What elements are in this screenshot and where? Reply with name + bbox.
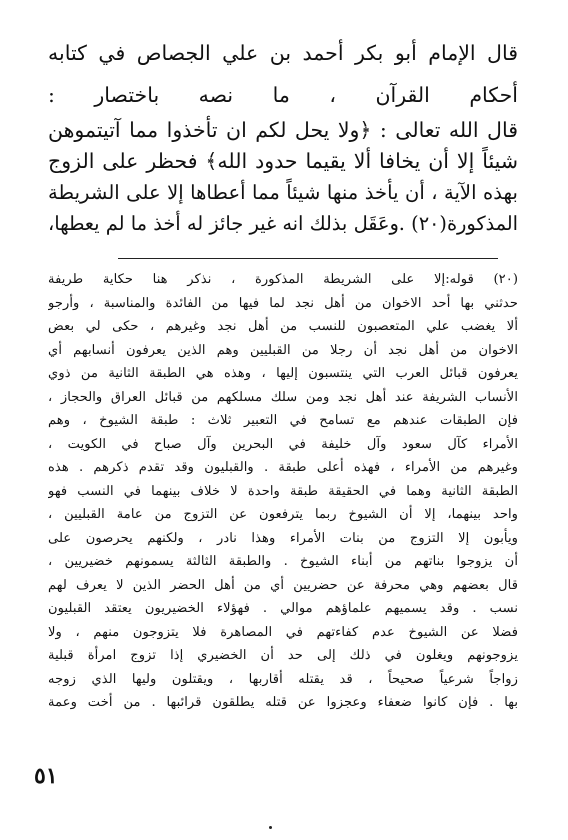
footnote-line: ويأبون إلا التزوج من بنات الأمراء وهذا نادر ، ولكنهم يحرصون على	[48, 530, 518, 546]
quote-paragraph	[48, 115, 518, 239]
footnote-line: ألا يغضب علي المتعصبون للنسب من أهل نجد وغيرهم ، حكى لي بعض	[48, 319, 518, 334]
quote-line: بهذه الآية ، أن يأخذ منها شيئاً مما أعطاها إلا على الشريطة	[48, 181, 518, 204]
footnote-line: يزوجونهم ويغلون في ذلك إلى حد أن الخضيري إذا تزوج امرأة قبلية	[48, 648, 518, 663]
footnote-line: حدثني بها أحد الاخوان من أهل نجد لما فيها من الفائدة والمناسبة ، وأرجو	[48, 295, 518, 311]
intro-line: قال الإمام أبو بكر أحمد بن علي الجصاص في كتابه	[48, 41, 518, 65]
footnote-line: فضلا عن الشيوخ عدم كفاءتهم في المصاهرة فلا يتزوجون منهم ، ولا	[48, 624, 518, 640]
quote-line: قال الله تعالى : ﴿ولا يحل لكم ان تأخذوا مما آتيتموهن	[48, 118, 518, 142]
footnote-line: قال بعضهم وهي محرفة عن حضريين أي من أهل الحضر الذين لا يعرف لهم	[48, 577, 518, 593]
footnote-line: يعرفون قبائل العرب التي ينتسبون إليها ، وهذه هي الطبقة الثانية من ذوي	[48, 366, 518, 381]
footnote-line: زواجاً شرعياً صحيحاً ، قد يقتله أقاربها ، ويقتلون وليها الذي زوجه	[48, 671, 518, 687]
footnote-line: وغيرهم من الأمراء ، فهذه أعلى طبقة . والقبليون وقد تقدم ذكرهم . هذه	[48, 460, 518, 475]
page-number: ٥١	[34, 763, 58, 789]
intro-line: أحكام القرآن ، ما نصه باختصار :	[48, 83, 518, 107]
footnote-block	[48, 268, 518, 715]
footnote-line: الاخوان من أهل نجد أن رجلا من القبليين وهم الذين يعرفون أنسابهم أي	[48, 342, 518, 358]
footnote-line: (٢٠) قوله:إلا على الشريطة المذكورة ، نذكر هنا حكاية طريفة	[48, 272, 518, 287]
footnote-line: فإن الطبقات عندهم مع تسامح في التعبير ثلاث : طبقة الشيوخ ، وهم	[48, 413, 518, 428]
intro-paragraph	[48, 32, 518, 116]
footnote-line: الأمراء كآل سعود وآل خليفة في البحرين وآل صباح في الكويت ،	[48, 436, 518, 452]
footnote-line: نسب . وقد يسميهم علماؤهم موالي . فهؤلاء الخضيريون يعتقد القبليون	[48, 601, 518, 616]
footnote-line: بها . فإن كانوا ضعفاء وعجزوا عن قتله يطلقون قرائبها . من أخت وعمة	[48, 695, 518, 710]
footnote-line: أن يزوجوا بناتهم من أبناء الشيوخ . والطبقة الثالثة يسمونهم خضيريين ،	[48, 554, 518, 569]
footnote-line: الطبقة الثانية وهما في الحقيقة طبقة واحدة لا خلاف بينهما في النسب فهو	[48, 483, 518, 499]
footnote-line: الأنساب الشريفة عند أهل نجد ومن سلك مسلكهم من قبائل العراق والحجاز ،	[48, 389, 518, 405]
footnote-separator	[118, 258, 498, 259]
quote-line: شيئاً إلا أن يخافا ألا يقيما حدود الله﴾ فحظر على الزوج	[48, 149, 518, 173]
footnote-line: واحد بينهما، إلا أن الشيوخ ربما يترفعون عن التزوج من عامة القبليين ،	[48, 507, 518, 522]
quote-line: المذكورة(٢٠) .وعَقَل بذلك انه غير جائز له أخذ ما لم يعطها،	[48, 212, 518, 235]
print-speck	[269, 826, 272, 829]
